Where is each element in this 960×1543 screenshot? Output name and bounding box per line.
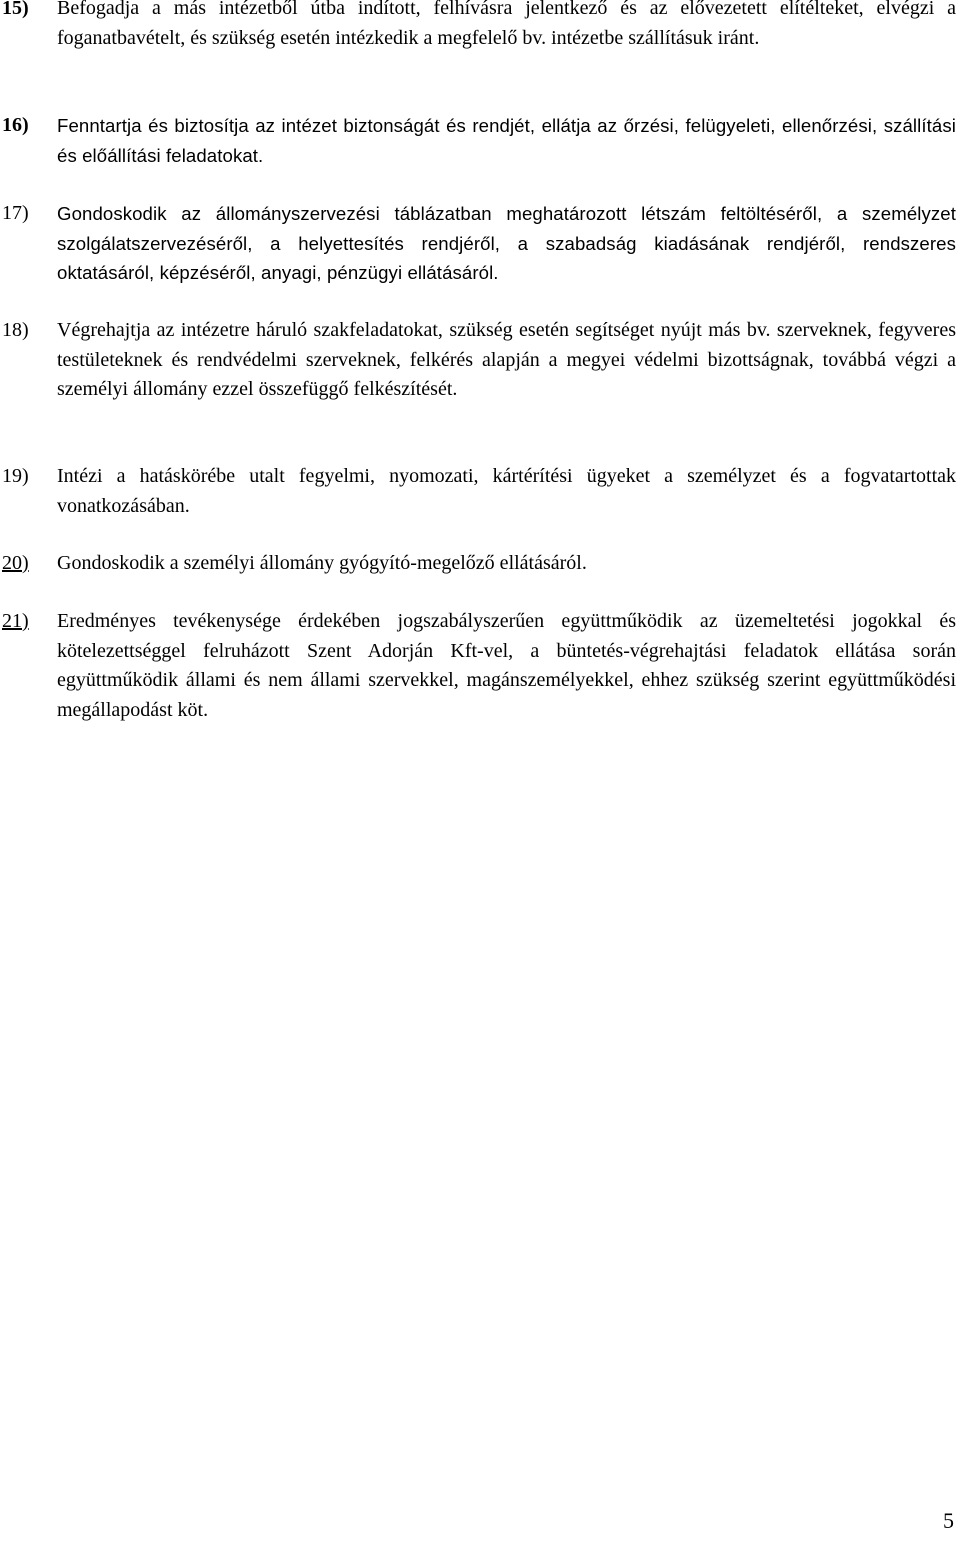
list-item-17: [0, 199, 956, 288]
item-number: 15): [2, 0, 29, 19]
list-item-18: [0, 316, 956, 405]
item-text: Gondoskodik a személyi állomány gyógyító-megelőző ellátásáról.: [57, 552, 587, 574]
item-number: 19): [2, 465, 29, 487]
item-number: 18): [2, 319, 29, 341]
item-number: 17): [2, 202, 29, 224]
item-number: 16): [2, 114, 29, 136]
item-text: Befogadja a más intézetből útba indított, felhívásra jelentkező és az elővezetett elítélteket, elvégzi a foganatbavételt, és szükség esetén intézkedik a megfelelő bv. intézetbe szállításuk iránt.: [57, 0, 956, 49]
item-text: Végrehajtja az intézetre háruló szakfeladatokat, szükség esetén segítséget nyújt más bv. szerveknek, fegyveres testületeknek és rendvédelmi szerveknek, felkérés alapján a megyei védelmi bizottságnak, továbbá végzi a személyi állomány ezzel összefüggő felkészítését.: [57, 319, 956, 400]
item-text: Gondoskodik az állományszervezési táblázatban meghatározott létszám feltöltéséről, a személyzet szolgálatszervezéséről, a helyettesítés rendjéről, a szabadság kiadásának rendjéről, rendszeres oktatásáról, képzéséről, anyagi, pénzügyi ellátásáról.: [57, 203, 956, 283]
list-item-16: [0, 111, 956, 170]
list-item-19: [0, 462, 956, 521]
item-text: Eredményes tevékenysége érdekében jogszabályszerűen együttműködik az üzemeltetési jogokkal és kötelezettséggel felruházott Szent Adorján Kft-vel, a büntetés-végrehajtási feladatok ellátása során együttműködik állami és nem állami szervekkel, magánszemélyekkel, ehhez szükség szerint együttműködési megállapodást köt.: [57, 610, 956, 721]
page-number: 5: [943, 1508, 954, 1533]
item-number: 21): [2, 610, 29, 632]
list-item-20: [0, 549, 956, 579]
item-number: 20): [2, 552, 29, 574]
item-text: Intézi a hatáskörébe utalt fegyelmi, nyomozati, kártérítési ügyeket a személyzet és a fogvatartottak vonatkozásában.: [57, 465, 956, 517]
item-text: Fenntartja és biztosítja az intézet biztonságát és rendjét, ellátja az őrzési, felügyeleti, ellenőrzési, szállítási és előállítási feladatokat.: [57, 115, 956, 166]
list-item-21: [0, 607, 956, 725]
list-item-15: [0, 0, 956, 53]
